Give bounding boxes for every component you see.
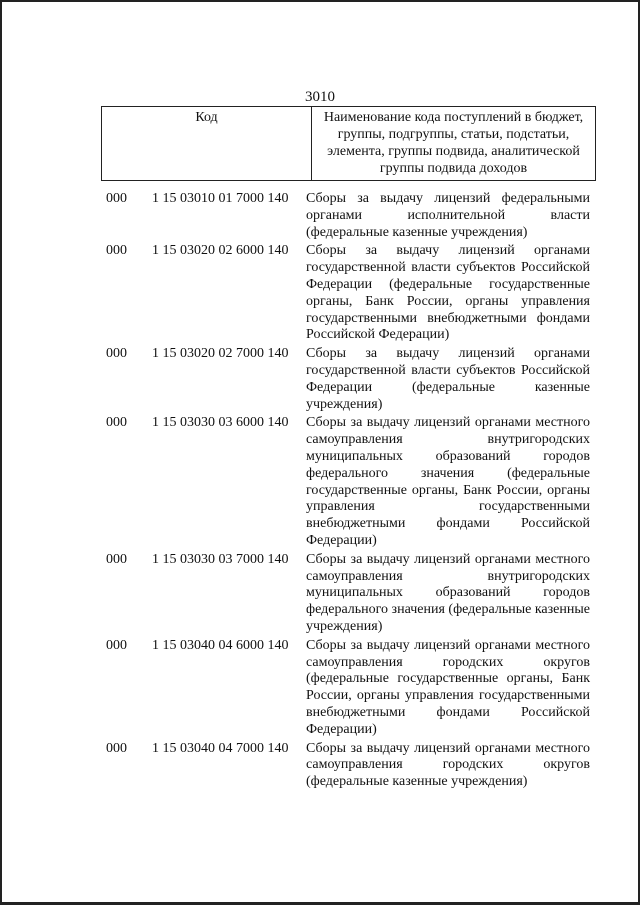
- header-code-cell: Код: [102, 107, 312, 181]
- income-code: 1 15 03030 03 6000 140: [152, 415, 289, 431]
- page-number: 3010: [305, 89, 335, 105]
- header-table: [101, 106, 596, 181]
- income-code: 1 15 03010 01 7000 140: [152, 191, 289, 206]
- income-codes-list: [106, 191, 590, 793]
- income-code: 1 15 03030 03 7000 140: [152, 551, 289, 567]
- list-item: [106, 741, 590, 791]
- income-description: Сборы за выдачу лицензий федеральными органами исполнительной власти (федеральные казенные учреждения): [306, 191, 590, 240]
- list-item: [106, 638, 590, 739]
- list-item: [106, 415, 590, 549]
- list-item: [106, 552, 590, 636]
- header-row: [102, 107, 596, 181]
- list-item: [106, 191, 590, 241]
- admin-code: 000: [106, 191, 127, 206]
- list-item: [106, 243, 590, 344]
- income-description: Сборы за выдачу лицензий органами местного самоуправления внутригородских муниципальных образований городов федерального значения (федеральные казенные учреждения): [306, 551, 590, 634]
- income-code: 1 15 03040 04 6000 140: [152, 637, 289, 653]
- header-name-cell: Наименование кода поступлений в бюджет, группы, подгруппы, статьи, подстатьи, элемента, группы подвида, аналитической группы подвида доходов: [312, 107, 596, 181]
- income-description: Сборы за выдачу лицензий органами местного самоуправления городских округов (федеральные казенные учреждения): [306, 740, 590, 790]
- income-description: Сборы за выдачу лицензий органами местного самоуправления городских округов (федеральные государственные органы, Банк России, органы управления государственными внебюджетными фондами Российской Федерации): [306, 637, 590, 737]
- income-description: Сборы за выдачу лицензий органами местного самоуправления внутригородских муниципальных образований городов федерального значения (федеральные государственные органы, Банк России, органы управления государственными внебюджетными фондами Российской Федерации): [306, 415, 590, 548]
- admin-code: 000: [106, 346, 127, 362]
- income-description: Сборы за выдачу лицензий органами государственной власти субъектов Российской Федерации (федеральные государственные органы, Банк России, органы управления государственными внебюджетными фондами Российской Федерации): [306, 243, 590, 343]
- admin-code: 000: [106, 740, 127, 756]
- list-item: [106, 346, 590, 413]
- admin-code: 000: [106, 551, 127, 567]
- admin-code: 000: [106, 243, 127, 259]
- income-code: 1 15 03020 02 7000 140: [152, 346, 289, 362]
- admin-code: 000: [106, 637, 127, 653]
- admin-code: 000: [106, 415, 127, 431]
- income-code: 1 15 03040 04 7000 140: [152, 740, 289, 756]
- income-code: 1 15 03020 02 6000 140: [152, 243, 289, 259]
- income-description: Сборы за выдачу лицензий органами государственной власти субъектов Российской Федерации (федеральные казенные учреждения): [306, 346, 590, 412]
